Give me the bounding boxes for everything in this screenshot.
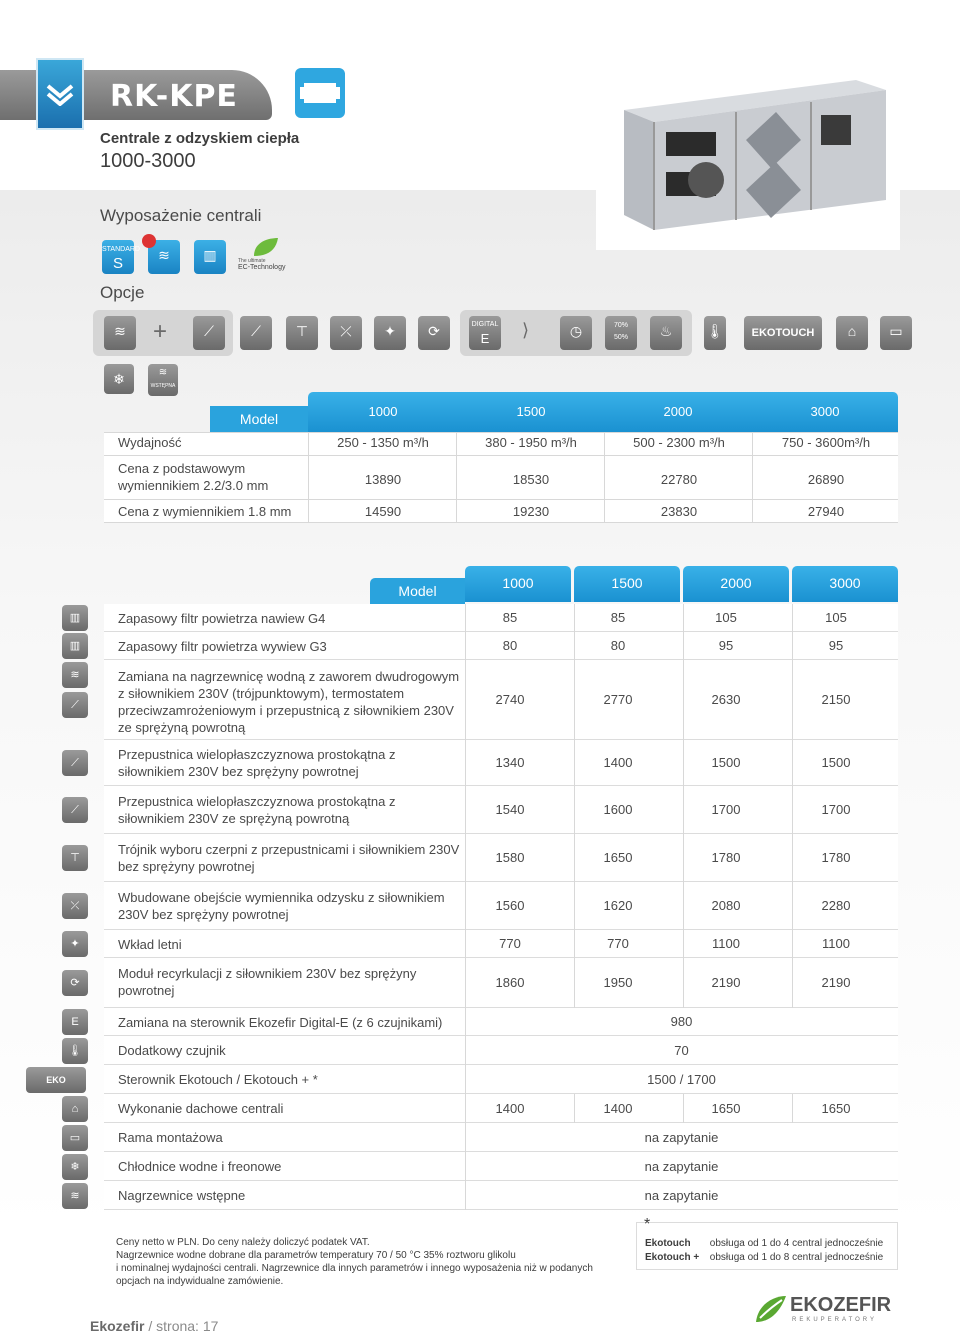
damper-icon: ⟋	[62, 692, 88, 718]
table2-row	[104, 1181, 898, 1210]
footer-note-line: Ceny netto w PLN. Do ceny należy doliczyć podatek VAT.	[116, 1237, 370, 1248]
table2-row	[104, 786, 898, 834]
table2-vline	[574, 882, 575, 930]
roof-icon: ⌂	[836, 316, 868, 350]
table2-row-label: Zamiana na nagrzewnicę wodną z zaworem dwudrogowym z siłownikiem 230V (trójpunktowym), termostatem przeciwzamrożeniowym i przepustnicą z siłownikiem 230V ze sprężyną powrotną	[118, 669, 460, 735]
table2-cell: 2280	[821, 898, 851, 913]
table2-vline	[683, 958, 684, 1008]
recirculation-icon: ⟳	[418, 316, 450, 350]
table2-row-label: Wbudowane obejście wymiennika odzysku z siłownikiem 230V bez sprężyny powrotnej	[118, 890, 445, 922]
table2-vline	[683, 604, 684, 632]
table2-vline	[683, 882, 684, 930]
table2-cell-merged: na zapytanie	[644, 1188, 719, 1203]
table2-model-1000: 1000	[465, 566, 571, 602]
ekotouch-icon: EKOTOUCH	[744, 316, 822, 350]
table2-cell: 1780	[821, 850, 851, 865]
table2-vline	[465, 604, 466, 632]
table2-row-label: Zapasowy filtr powietrza wywiew G3	[118, 639, 327, 654]
legend-ekotouch-name: Ekotouch	[645, 1238, 691, 1249]
table2-cell-merged: na zapytanie	[644, 1159, 719, 1174]
page-brand: Ekozefir	[90, 1318, 145, 1334]
plus-icon: +	[153, 318, 168, 345]
table2-cell: 2770	[603, 692, 633, 707]
table2-row-label: Moduł recyrkulacji z siłownikiem 230V bez sprężyny powrotnej	[118, 966, 417, 998]
table2-cell: 770	[499, 936, 521, 951]
table2-row	[104, 740, 898, 786]
table2-cell: 1500	[821, 755, 851, 770]
cooler-icon: ❄	[104, 364, 134, 394]
table1-model-2000: 2000	[663, 404, 693, 419]
damper-icon: ⟋	[193, 316, 225, 350]
filter-icon: ▥	[194, 240, 226, 274]
ekotouch-icon: EKO	[26, 1067, 86, 1093]
table2-cell: 85	[502, 610, 518, 625]
water-heater-icon: ≋	[62, 662, 88, 688]
wstepna-text: WSTĘPNA	[150, 383, 176, 389]
table2-cell: 105	[715, 610, 737, 625]
table2-row	[104, 834, 898, 882]
table1-line	[104, 499, 898, 500]
table1-model-1500: 1500	[516, 404, 546, 419]
table2-vline	[683, 786, 684, 834]
table1-cell: 27940	[807, 504, 845, 519]
legend-ekotouch-plus-name: Ekotouch +	[645, 1252, 700, 1263]
table2-vline	[465, 1036, 466, 1065]
table2-vline	[792, 1094, 793, 1123]
table2-cell: 1860	[495, 975, 525, 990]
page-number	[90, 1318, 218, 1334]
table2-row	[104, 604, 898, 632]
table2-vline	[574, 604, 575, 632]
table1-cell: 23830	[660, 504, 698, 519]
table2-row	[104, 1094, 898, 1123]
table2-cell: 2190	[711, 975, 741, 990]
damper-spring-icon: ⟋	[62, 797, 88, 823]
table2-vline	[683, 834, 684, 882]
heater-icon: ≋	[148, 240, 180, 274]
table2-vline	[792, 834, 793, 882]
table2-vline	[465, 1094, 466, 1123]
table1-line	[104, 455, 898, 456]
recirculation-icon: ⟳	[62, 970, 88, 996]
table2-vline	[465, 632, 466, 660]
red-dot-icon	[142, 234, 156, 248]
table2-cell: 80	[610, 638, 626, 653]
table2-row-label: Rama montażowa	[118, 1130, 223, 1145]
table2-vline	[792, 930, 793, 958]
table2-cell: 1950	[603, 975, 633, 990]
bypass-icon: ⤫	[62, 893, 88, 919]
page-label: / strona: 17	[148, 1318, 219, 1334]
table2-vline	[465, 1008, 466, 1036]
table2-cell: 1340	[495, 755, 525, 770]
roof-icon: ⌂	[62, 1096, 88, 1122]
table2-cell: 1400	[495, 1101, 525, 1116]
table1-cell: 26890	[807, 472, 845, 487]
pct-50: 50%	[613, 334, 628, 341]
table2-cell: 1620	[603, 898, 633, 913]
frame-icon: ▭	[880, 316, 912, 350]
table1-model-3000: 3000	[810, 404, 840, 419]
table2-row-label: Nagrzewnice wstępne	[118, 1188, 246, 1203]
pct-70: 70%	[613, 322, 628, 329]
table1-vline	[604, 432, 605, 522]
table2-cell: 80	[502, 638, 518, 653]
table1-row-label: Wydajność	[118, 435, 182, 450]
table2-cell: 1650	[821, 1101, 851, 1116]
table2-cell: 1100	[822, 936, 850, 951]
table2-cell: 105	[825, 610, 847, 625]
table2-vline	[465, 1123, 466, 1152]
brand-tagline: REKUPERATORY	[792, 1317, 878, 1323]
table2-model-2000: 2000	[683, 566, 789, 602]
table1-model-1000: 1000	[368, 404, 398, 419]
table2-row-label: Trójnik wyboru czerpni z przepustnicami i siłownikiem 230V bez sprężyny powrotnej	[118, 842, 460, 874]
table2-vline	[465, 1181, 466, 1210]
table1-model-label: Model	[210, 406, 308, 432]
table1-cell: 22780	[660, 472, 698, 487]
table2-row	[104, 1008, 898, 1036]
table2-cell: 770	[607, 936, 629, 951]
table1-cell: 500 - 2300 m³/h	[633, 435, 725, 450]
table2-cell: 1580	[495, 850, 525, 865]
ec-caption: The ultimate	[238, 258, 266, 264]
table2-vline	[465, 834, 466, 882]
thermometer-icon: 🌡	[704, 316, 726, 350]
three-way-icon: ⊤	[286, 316, 318, 350]
table2-vline	[683, 740, 684, 786]
chevron-down-icon	[46, 84, 74, 106]
table2-vline	[792, 660, 793, 740]
legend-ekotouch-plus	[645, 1252, 883, 1263]
footer-note-line: opcjach na indywidualne zamówienie.	[116, 1276, 284, 1287]
table2-model-1500: 1500	[574, 566, 680, 602]
table2-model-label: Model	[370, 578, 465, 604]
damper-spring-icon: ⟋	[240, 316, 272, 350]
table2-cell: 2150	[821, 692, 851, 707]
table2-row-label: Przepustnica wielopłaszczyznowa prostokątna z siłownikiem 230V bez sprężyny powrotnej	[118, 747, 396, 779]
table2-vline	[465, 740, 466, 786]
table1-line	[104, 522, 898, 523]
legend-star: *	[644, 1216, 651, 1233]
table2-cell: 2740	[495, 692, 525, 707]
table2-row	[104, 958, 898, 1008]
table1-cell: 13890	[364, 472, 402, 487]
table2-vline	[574, 660, 575, 740]
table2-vline	[683, 930, 684, 958]
damper-icon: ⟋	[62, 750, 88, 776]
table2-row-label: Przepustnica wielopłaszczyznowa prostokątna z siłownikiem 230V ze sprężyną powrotną	[118, 794, 396, 826]
table2-vline	[683, 1094, 684, 1123]
frame-icon: ▭	[62, 1125, 88, 1151]
table2-vline	[683, 660, 684, 740]
fire-icon: ♨	[650, 316, 682, 350]
filter-g3-icon: ▥	[62, 633, 88, 659]
table2-row	[104, 882, 898, 930]
brand-badge	[36, 58, 84, 130]
filter-g4-icon: ▥	[62, 605, 88, 631]
summer-insert-icon: ✦	[374, 316, 406, 350]
table1-vline	[308, 432, 309, 522]
table1-row-label: Cena z wymiennikiem 1.8 mm	[118, 504, 292, 519]
chevron-right-icon: ⟩	[522, 320, 530, 340]
table2-cell: 2080	[711, 898, 741, 913]
table2-row	[104, 1123, 898, 1152]
table2-vline	[574, 632, 575, 660]
table2-vline	[465, 1065, 466, 1094]
table2-cell: 1500	[711, 755, 741, 770]
table2-row	[104, 1152, 898, 1181]
water-heater-icon: ≋	[104, 316, 136, 350]
table2-vline	[465, 660, 466, 740]
table2-cell-merged: 70	[674, 1043, 689, 1058]
digital-icon	[469, 316, 501, 350]
table2-vline	[792, 786, 793, 834]
capacity-range: 1000-3000	[100, 150, 196, 172]
table2-vline	[465, 1152, 466, 1181]
table2-vline	[792, 882, 793, 930]
table2-vline	[574, 834, 575, 882]
table2-row	[104, 1036, 898, 1065]
table2-cell: 1400	[603, 1101, 633, 1116]
subtitle: Centrale z odzyskiem ciepła	[100, 130, 300, 147]
table1-line	[104, 432, 898, 433]
table2-row-label: Wykonanie dachowe centrali	[118, 1101, 284, 1116]
table1-cell: 380 - 1950 m³/h	[485, 435, 577, 450]
table1-cell: 14590	[364, 504, 402, 519]
legend-ekotouch	[645, 1238, 883, 1249]
ec-label: EC-Technology	[238, 264, 286, 271]
table2-cell: 1600	[603, 802, 633, 817]
table2-cell: 1700	[711, 802, 741, 817]
table2-vline	[792, 740, 793, 786]
table1-vline	[752, 432, 753, 522]
table2-cell-merged: 1500 / 1700	[647, 1072, 716, 1087]
table2-cell: 1560	[495, 898, 525, 913]
table1-cell: 18530	[512, 472, 550, 487]
footer-note	[116, 1236, 636, 1288]
table2-cell: 1650	[711, 1101, 741, 1116]
product-image	[596, 0, 900, 250]
unit-type-icon	[295, 68, 345, 118]
ec-technology-icon	[238, 236, 290, 276]
table2-cell: 95	[828, 638, 844, 653]
table2-cell: 2190	[821, 975, 851, 990]
table1-vline	[456, 432, 457, 522]
table2-row-label: Zamiana na sterownik Ekozefir Digital-E (z 6 czujnikami)	[118, 1015, 443, 1030]
product-code: RK-KPE	[110, 79, 238, 114]
table2-cell: 1400	[603, 755, 633, 770]
table2-row-label: Zapasowy filtr powietrza nawiew G4	[118, 611, 326, 626]
options-heading: Opcje	[100, 283, 145, 302]
table2-row-label: Sterownik Ekotouch / Ekotouch + *	[118, 1072, 318, 1087]
brand-name: EKOZEFIR	[790, 1294, 892, 1316]
clock-icon: ◷	[560, 316, 592, 350]
three-way-icon: ⊤	[62, 845, 88, 871]
table2-row-label: Chłodnice wodne i freonowe	[118, 1159, 282, 1174]
table2-vline	[574, 740, 575, 786]
preheater-icon: ≋	[62, 1183, 88, 1209]
cooler-icon: ❄	[62, 1154, 88, 1180]
table2-row	[104, 930, 898, 958]
table2-vline	[792, 604, 793, 632]
preheater-icon: ≋ WSTĘPNA	[148, 364, 178, 396]
table2-vline	[465, 882, 466, 930]
legend-ekotouch-desc: obsługa od 1 do 4 central jednocześnie	[709, 1238, 884, 1249]
digital-icon: E	[62, 1009, 88, 1035]
table2-model-3000: 3000	[792, 566, 898, 602]
fan-speed-icon	[605, 316, 637, 350]
table2-vline	[465, 930, 466, 958]
table2-cell: 1780	[711, 850, 741, 865]
table2-row-label: Wkład letni	[118, 937, 182, 952]
table2-vline	[574, 1094, 575, 1123]
table1-row-label: Cena z podstawowym wymiennikiem 2.2/3.0 mm	[118, 461, 269, 493]
table2-cell: 85	[610, 610, 626, 625]
table1-cell: 250 - 1350 m³/h	[337, 435, 429, 450]
table2-vline	[465, 958, 466, 1008]
table2-row	[104, 1065, 898, 1094]
ekozefir-logo	[752, 1290, 892, 1330]
standard-badge-text: STANDARD	[102, 246, 140, 253]
summer-insert-icon: ✦	[62, 931, 88, 957]
table2-vline	[683, 632, 684, 660]
bypass-icon: ⤫	[330, 316, 362, 350]
table2-vline	[465, 786, 466, 834]
table2-vline	[574, 958, 575, 1008]
legend-ekotouch-plus-desc: obsługa od 1 do 8 central jednocześnie	[709, 1252, 884, 1263]
table2-row-label: Dodatkowy czujnik	[118, 1043, 226, 1058]
footer-note-line: Nagrzewnice wodne dobrane dla parametrów temperatury 70 / 50 °C 35% roztworu glikolu	[116, 1250, 516, 1261]
table2-cell: 1700	[821, 802, 851, 817]
table2-cell: 1540	[495, 802, 525, 817]
thermometer-icon: 🌡	[62, 1038, 88, 1064]
table1-header	[308, 392, 898, 432]
table2-cell-merged: na zapytanie	[644, 1130, 719, 1145]
table2-vline	[792, 958, 793, 1008]
table2-cell: 95	[718, 638, 734, 653]
table1-cell: 19230	[512, 504, 550, 519]
table2-row	[104, 632, 898, 660]
table2-cell: 2630	[711, 692, 741, 707]
equipment-heading: Wyposażenie centrali	[100, 206, 262, 225]
standard-icon	[102, 240, 140, 274]
table2-vline	[574, 930, 575, 958]
digital-letter: E	[480, 331, 490, 346]
table2-row	[104, 660, 898, 740]
table2-cell: 1650	[603, 850, 633, 865]
table2-cell-merged: 980	[670, 1014, 693, 1029]
table1-cell: 750 - 3600m³/h	[781, 435, 871, 450]
table2-vline	[792, 632, 793, 660]
footer-note-line: i nominalnej wydajności centrali. Nagrzewnice dla innych parametrów i innego wyposażenia niż w podanych	[116, 1263, 593, 1274]
digital-text: DIGITAL	[471, 321, 499, 328]
table2-vline	[574, 786, 575, 834]
table2-cell: 1100	[712, 936, 740, 951]
standard-letter: S	[112, 255, 123, 272]
